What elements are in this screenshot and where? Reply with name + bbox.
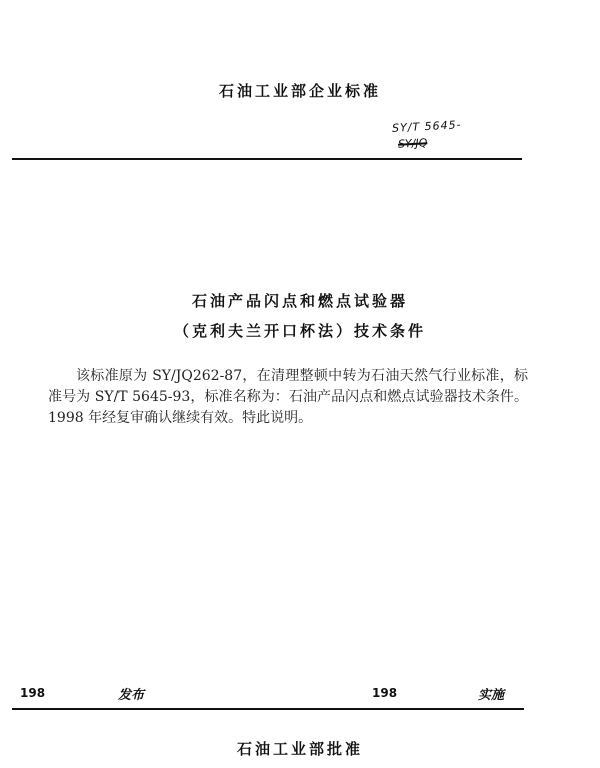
header-divider bbox=[12, 158, 522, 160]
effective-year: 198 bbox=[372, 686, 398, 700]
document-subtitle: （克利夫兰开口杯法）技术条件 bbox=[173, 322, 426, 340]
issue-year: 198 bbox=[20, 686, 46, 700]
struck-old-number: SY/JQ bbox=[397, 136, 428, 151]
issue-label: 发布 bbox=[118, 688, 145, 703]
issuing-organization: 石油工业部企业标准 bbox=[218, 82, 381, 100]
effective-label: 实施 bbox=[478, 688, 505, 703]
approving-authority: 石油工业部批准 bbox=[236, 740, 363, 758]
explanatory-paragraph: 该标准原为 SY/JQ262-87，在清理整顿中转为石油天然气行业标准，标准号为 SY/T 5645-93，标准名称为：石油产品闪点和燃点试验器技术条件。1998 年经复审确认继续有效。特此说明。 bbox=[48, 368, 528, 426]
standard-number: SY/T 5645- bbox=[391, 118, 462, 135]
footer-divider bbox=[12, 708, 524, 710]
document-title: 石油产品闪点和燃点试验器 bbox=[191, 292, 408, 310]
